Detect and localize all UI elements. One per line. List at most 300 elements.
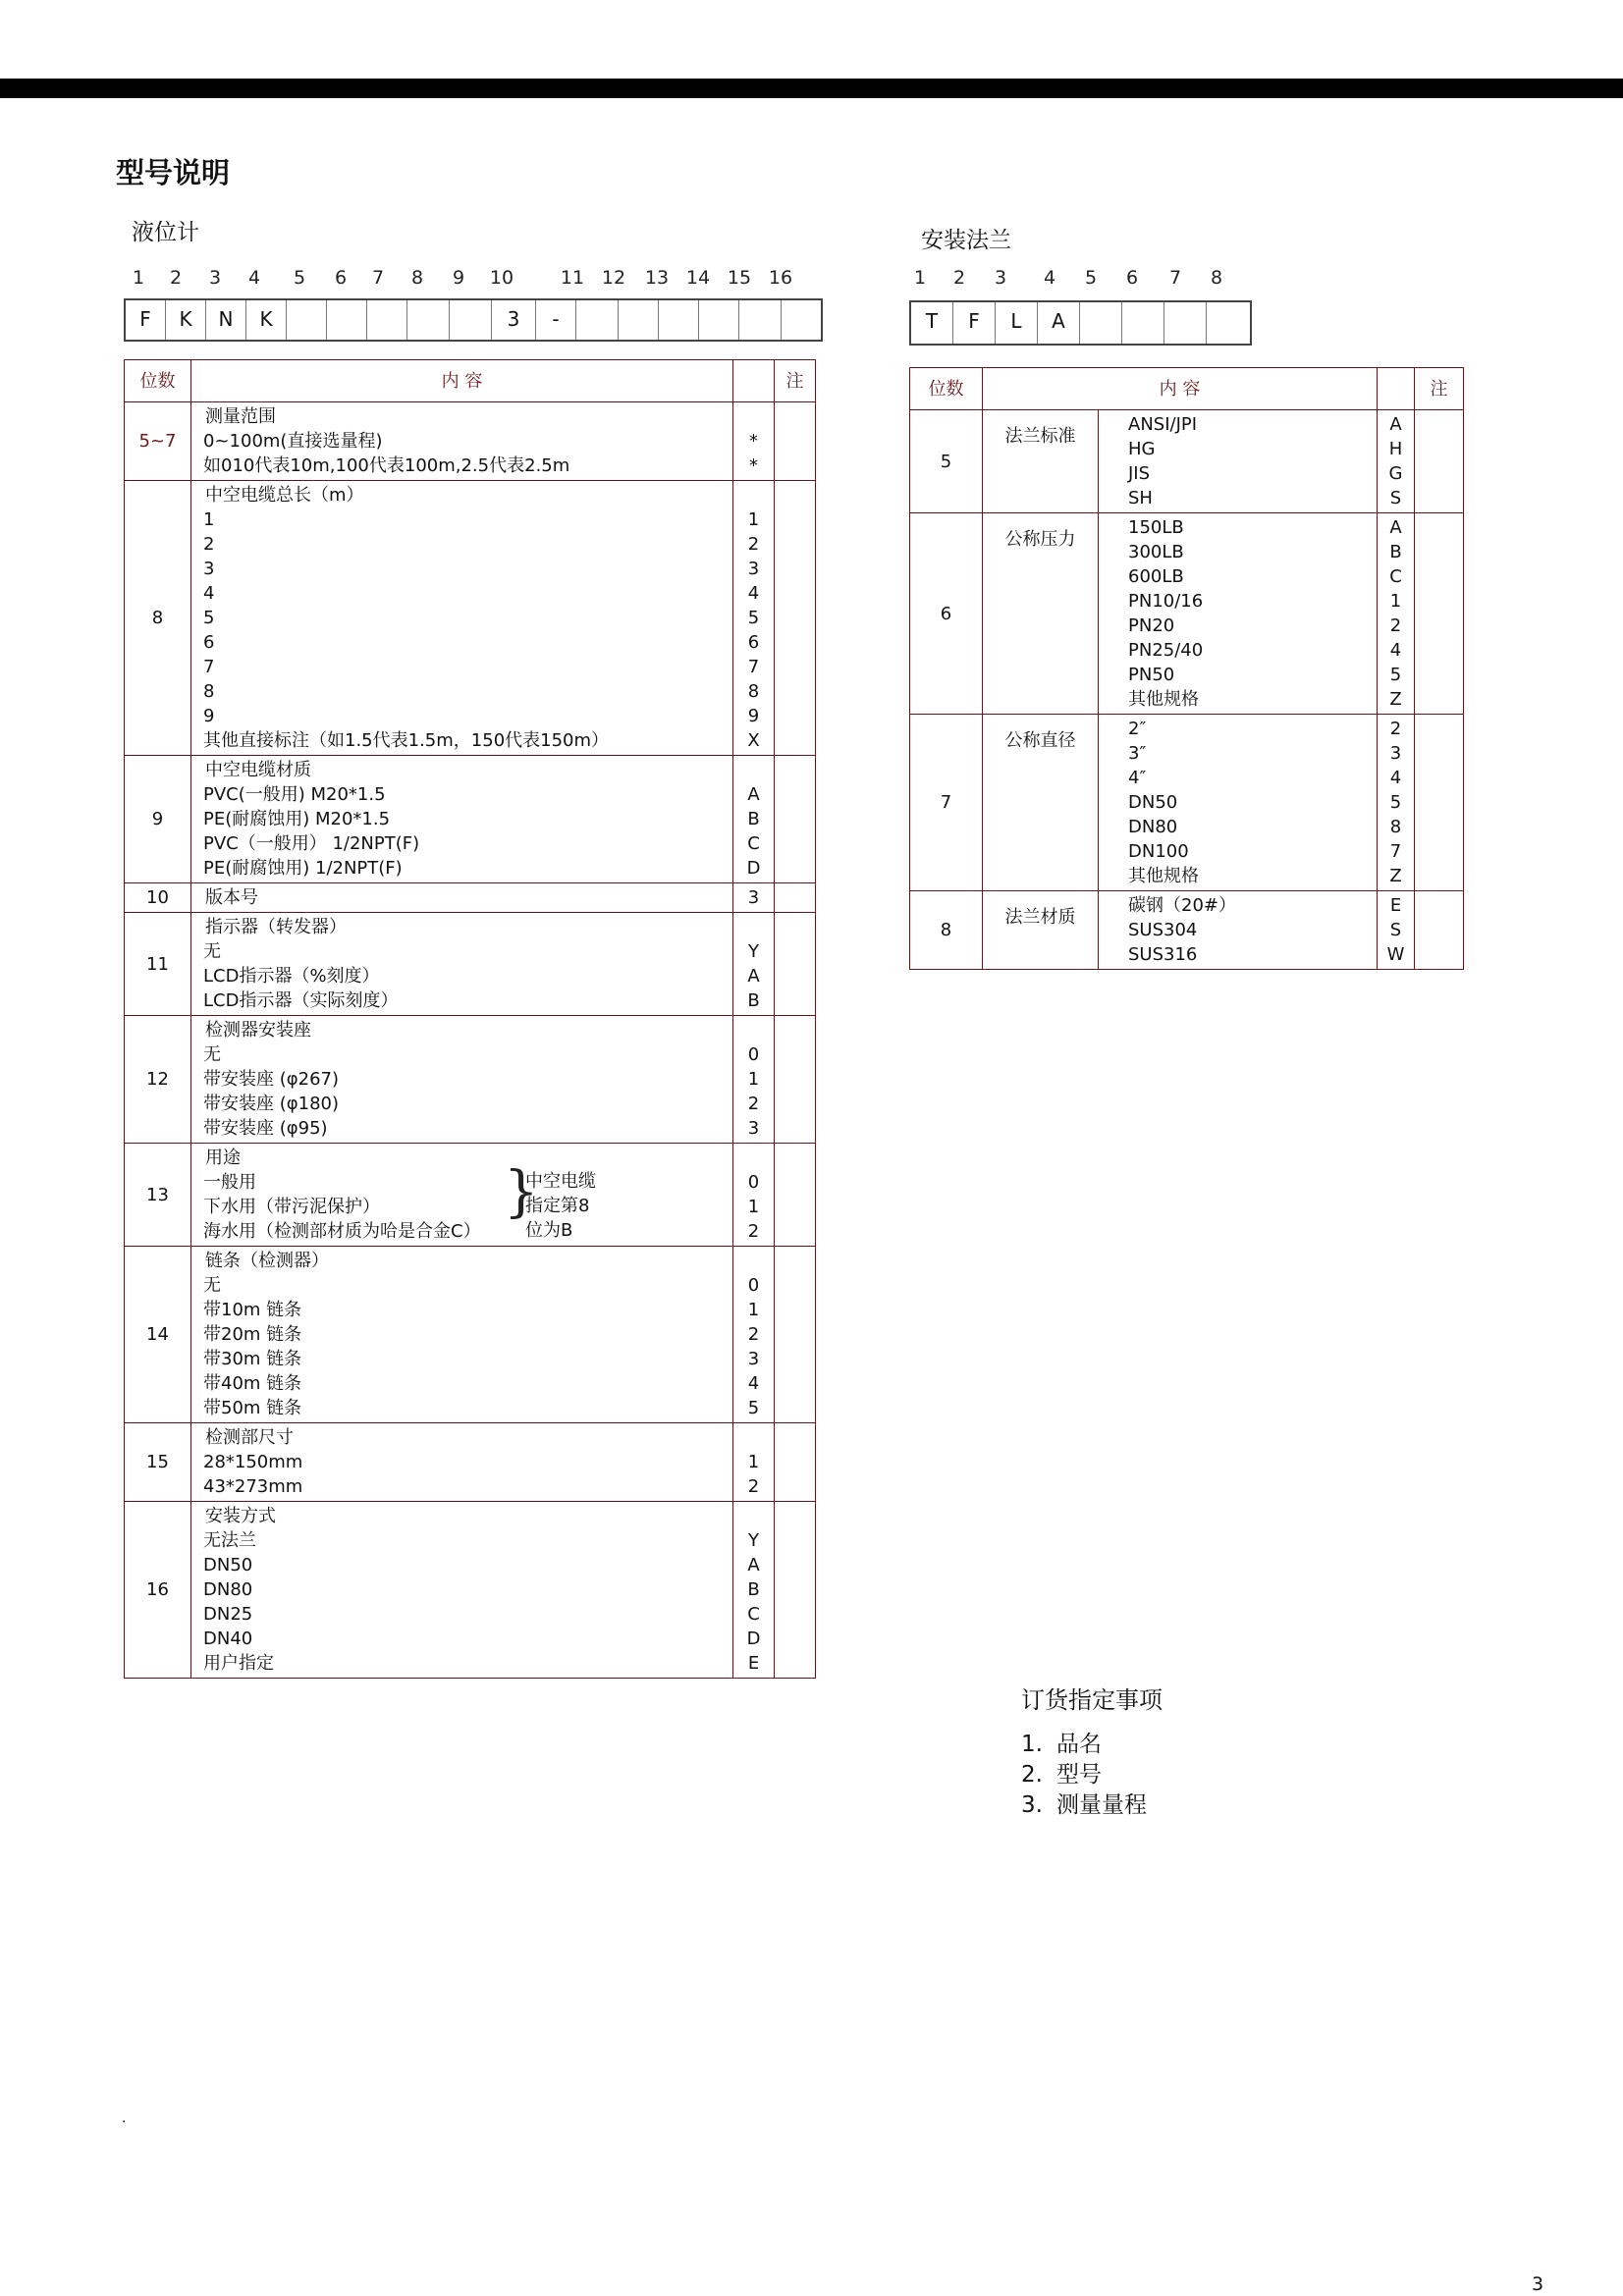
position-digit: 8: [410, 267, 424, 289]
position-digit: 13: [644, 267, 670, 289]
row-name: [983, 715, 1099, 891]
content-line: 带20m 链条: [203, 1324, 302, 1345]
content-line: 带30m 链条: [203, 1349, 302, 1369]
code-value: E: [1389, 895, 1402, 916]
content-line: 用途: [205, 1148, 241, 1168]
code-cell: F: [953, 302, 996, 344]
content-line: 下水用（带污泥保护）: [203, 1197, 380, 1217]
content-line: 3: [203, 559, 215, 579]
code-value: 7: [747, 657, 760, 677]
code-value: 1: [747, 1452, 760, 1472]
item-line: DN50: [1128, 792, 1178, 813]
code-value: 3: [747, 887, 760, 908]
header-pos: 位数: [125, 360, 191, 402]
code-value: 2: [747, 1324, 760, 1345]
code-value: B: [1389, 542, 1402, 562]
flange-subtitle: 安装法兰: [921, 228, 1011, 253]
code-value: A: [747, 966, 760, 987]
table-row: [125, 883, 816, 913]
item-line: ANSI/JPI: [1128, 414, 1198, 435]
code-value: A: [1389, 414, 1402, 435]
position-digit: 14: [685, 267, 711, 289]
code-value: 2: [747, 1221, 760, 1242]
code-cell: N: [206, 300, 246, 340]
row-content: [191, 1144, 733, 1247]
position-digit: 4: [1043, 267, 1056, 289]
content-line: 4: [203, 583, 215, 604]
content-line: 无: [203, 941, 221, 962]
code-value: 1: [1389, 591, 1402, 612]
code-value: 2: [1389, 615, 1402, 636]
row-note: [1415, 715, 1464, 891]
table-row: [910, 715, 1464, 891]
code-value: Z: [1389, 866, 1402, 886]
content-line: 海水用（检测部材质为哈是合金C）: [203, 1221, 481, 1242]
row-name: [983, 891, 1099, 970]
content-line: 带安装座 (φ95): [203, 1118, 328, 1139]
row-position: 5: [910, 410, 983, 513]
code-value: A: [1389, 517, 1402, 538]
row-note: [775, 756, 816, 883]
item-line: 600LB: [1128, 566, 1184, 587]
code-value: 2: [1389, 719, 1402, 739]
order-item-number: 3.: [1021, 1792, 1043, 1818]
brace-note: [525, 1169, 596, 1243]
code-value: 2: [747, 1094, 760, 1114]
row-content: [191, 1502, 733, 1679]
row-items: [1099, 891, 1378, 970]
row-note: [1415, 513, 1464, 715]
content-line: 测量范围: [205, 406, 276, 427]
table-row: [125, 1423, 816, 1502]
code-value: H: [1388, 439, 1403, 459]
order-item-text: 测量量程: [1056, 1792, 1147, 1818]
row-name: [983, 513, 1099, 715]
row-codes: [733, 402, 775, 481]
content-line: PVC(一般用) M20*1.5: [203, 784, 386, 805]
table-row: [125, 1144, 816, 1247]
page-number: 3: [1532, 2273, 1544, 2295]
code-cell: [1122, 302, 1164, 344]
code-value: B: [747, 809, 760, 829]
code-value: 0: [747, 1172, 760, 1193]
order-item: [1021, 1760, 1147, 1790]
order-item-number: 1.: [1021, 1732, 1043, 1757]
row-content: [191, 913, 733, 1016]
row-content: [191, 883, 733, 913]
item-line: SUS316: [1128, 944, 1198, 965]
header-note: 注: [775, 360, 816, 402]
code-cell: [739, 300, 782, 340]
content-line: 无法兰: [203, 1530, 256, 1551]
code-cell: 3: [492, 300, 536, 340]
order-list: [1021, 1730, 1147, 1821]
content-line: 一般用: [203, 1172, 256, 1193]
content-line: 安装方式: [205, 1506, 276, 1526]
item-line: PN20: [1128, 615, 1175, 636]
row-codes: [733, 913, 775, 1016]
order-item-number: 2.: [1021, 1762, 1043, 1788]
content-line: 如010代表10m,100代表100m,2.5代表2.5m: [203, 455, 570, 476]
flange-code-row: [909, 300, 1252, 346]
row-items: [1099, 715, 1378, 891]
position-digit: 1: [132, 267, 145, 289]
row-position: 5~7: [125, 402, 191, 481]
content-line: LCD指示器（%刻度）: [203, 966, 380, 987]
table-row: [125, 481, 816, 756]
content-line: PE(耐腐蚀用) M20*1.5: [203, 809, 391, 829]
item-line: 150LB: [1128, 517, 1184, 538]
code-value: *: [749, 455, 758, 476]
content-line: 带安装座 (φ180): [203, 1094, 339, 1114]
row-codes: [733, 1502, 775, 1679]
code-value: [737, 915, 770, 939]
content-line: 检测部尺寸: [205, 1427, 294, 1448]
code-value: 5: [747, 608, 760, 628]
row-position: 9: [125, 756, 191, 883]
position-digit: 15: [727, 267, 752, 289]
code-cell: L: [996, 302, 1038, 344]
order-title: 订货指定事项: [1021, 1686, 1163, 1714]
content-line: 其他直接标注（如1.5代表1.5m，150代表150m）: [203, 730, 610, 751]
row-content: [191, 756, 733, 883]
row-note: [775, 1016, 816, 1144]
position-digit: 2: [952, 267, 966, 289]
row-name-text: 公称压力: [1004, 529, 1076, 550]
position-digit: 12: [601, 267, 626, 289]
code-value: G: [1388, 463, 1403, 484]
row-name-text: 法兰材质: [1004, 907, 1076, 928]
position-digit: 1: [913, 267, 927, 289]
table-row: [125, 756, 816, 883]
item-line: PN10/16: [1128, 591, 1204, 612]
content-line: 8: [203, 681, 215, 702]
item-line: 碳钢（20#）: [1128, 895, 1236, 916]
code-cell: [782, 300, 821, 340]
content-line: 无: [203, 1275, 221, 1296]
code-value: X: [747, 730, 760, 751]
content-line: 链条（检测器）: [205, 1251, 329, 1271]
code-cell: [1207, 302, 1250, 344]
position-digit: 2: [169, 267, 183, 289]
code-value: 5: [1389, 792, 1402, 813]
content-line: 用户指定: [203, 1653, 274, 1674]
row-items: [1099, 513, 1378, 715]
code-value: B: [747, 990, 760, 1011]
content-line: 28*150mm: [203, 1452, 303, 1472]
code-value: E: [747, 1653, 760, 1674]
row-position: 8: [910, 891, 983, 970]
content-line: 2: [203, 534, 215, 555]
stray-dot: .: [122, 2110, 127, 2126]
item-line: 4″: [1128, 768, 1147, 788]
code-value: [737, 1425, 770, 1450]
row-content: [191, 402, 733, 481]
row-codes: [733, 1016, 775, 1144]
row-note: [775, 1144, 816, 1247]
code-value: D: [746, 858, 761, 879]
code-cell: [287, 300, 327, 340]
content-line: 指示器（转发器）: [205, 917, 347, 937]
code-cell: [407, 300, 450, 340]
position-digit: 4: [247, 267, 261, 289]
level-meter-spec-table: [124, 359, 816, 1679]
code-value: S: [1389, 920, 1402, 940]
header-content: 内 容: [191, 360, 733, 402]
position-digit: 9: [452, 267, 465, 289]
item-line: 300LB: [1128, 542, 1184, 562]
row-note: [775, 481, 816, 756]
row-codes: [1378, 891, 1415, 970]
position-digit: 3: [994, 267, 1007, 289]
header-code: [1378, 368, 1415, 410]
row-name: [983, 410, 1099, 513]
code-value: Y: [748, 1530, 759, 1551]
item-line: JIS: [1128, 463, 1151, 484]
content-line: DN25: [203, 1604, 253, 1625]
row-content: [191, 481, 733, 756]
header-note: 注: [1415, 368, 1464, 410]
header-pos: 位数: [910, 368, 983, 410]
flange-spec-table: [909, 367, 1464, 970]
code-value: 4: [747, 1373, 760, 1394]
content-line: 带10m 链条: [203, 1300, 302, 1320]
row-position: 7: [910, 715, 983, 891]
item-line: 2″: [1128, 719, 1147, 739]
table-row: [910, 513, 1464, 715]
row-codes: [733, 1423, 775, 1502]
code-value: 4: [747, 583, 760, 604]
content-line: 6: [203, 632, 215, 653]
table-row: [125, 1016, 816, 1144]
row-name-text: 法兰标准: [1004, 426, 1076, 447]
code-value: 4: [1389, 768, 1402, 788]
code-value: W: [1386, 944, 1405, 965]
code-value: 5: [1389, 665, 1402, 685]
table-row: [910, 891, 1464, 970]
code-value: C: [747, 1604, 760, 1625]
order-item-text: 品名: [1056, 1732, 1102, 1757]
row-position: 6: [910, 513, 983, 715]
content-line: DN40: [203, 1629, 253, 1649]
content-line: 中空电缆材质: [205, 760, 311, 780]
code-value: 9: [747, 706, 760, 726]
content-line: 带40m 链条: [203, 1373, 302, 1394]
code-cell: [327, 300, 367, 340]
order-item-text: 型号: [1056, 1762, 1102, 1788]
content-line: 1: [203, 509, 215, 530]
code-value: 1: [747, 1069, 760, 1090]
table-row: [125, 1502, 816, 1679]
content-line: 0~100m(直接选量程): [203, 431, 383, 452]
brace-note-line: 中空电缆: [525, 1171, 596, 1192]
position-digit: 10: [489, 267, 514, 289]
position-digit: 3: [208, 267, 222, 289]
position-digit: 6: [334, 267, 348, 289]
order-item: [1021, 1730, 1147, 1760]
table-row: [125, 1247, 816, 1423]
code-value: 3: [1389, 743, 1402, 764]
row-items: [1099, 410, 1378, 513]
code-value: 7: [1389, 841, 1402, 862]
position-digit: 7: [1168, 267, 1182, 289]
top-bar: [0, 79, 1623, 98]
position-digit: 6: [1125, 267, 1139, 289]
position-digit: 7: [371, 267, 385, 289]
content-line: 7: [203, 657, 215, 677]
code-value: [737, 1018, 770, 1042]
position-digit: 8: [1210, 267, 1223, 289]
brace-icon: }: [504, 1160, 539, 1224]
row-content: [191, 1247, 733, 1423]
content-line: 中空电缆总长（m）: [205, 485, 364, 506]
code-value: 3: [747, 559, 760, 579]
code-value: C: [747, 833, 760, 854]
row-codes: [733, 1247, 775, 1423]
code-value: [737, 758, 770, 782]
code-value: D: [746, 1629, 761, 1649]
row-note: [775, 1247, 816, 1423]
code-cell: [1080, 302, 1122, 344]
row-note: [775, 883, 816, 913]
code-value: 8: [1389, 817, 1402, 837]
code-value: [737, 1249, 770, 1273]
content-line: 带50m 链条: [203, 1398, 302, 1418]
item-line: 其他规格: [1128, 866, 1199, 886]
code-value: 8: [747, 681, 760, 702]
code-cell: [619, 300, 659, 340]
code-value: A: [747, 1555, 760, 1575]
item-line: HG: [1128, 439, 1156, 459]
row-position: 11: [125, 913, 191, 1016]
code-value: A: [747, 784, 760, 805]
code-value: [737, 483, 770, 507]
row-content: [191, 1016, 733, 1144]
code-value: B: [747, 1579, 760, 1600]
code-cell: A: [1038, 302, 1080, 344]
code-value: 5: [747, 1398, 760, 1418]
row-position: 16: [125, 1502, 191, 1679]
content-line: DN80: [203, 1579, 253, 1600]
header-content: 内 容: [983, 368, 1378, 410]
code-cell: [450, 300, 492, 340]
brace-note-line: 位为B: [525, 1220, 573, 1241]
item-line: 3″: [1128, 743, 1147, 764]
brace-note-line: 指定第8: [525, 1196, 590, 1216]
code-value: 1: [747, 509, 760, 530]
row-codes: [1378, 410, 1415, 513]
code-value: S: [1389, 488, 1402, 508]
row-note: [775, 1502, 816, 1679]
code-cell: F: [126, 300, 166, 340]
content-line: LCD指示器（实际刻度）: [203, 990, 399, 1011]
row-codes: [1378, 513, 1415, 715]
code-cell: [576, 300, 619, 340]
code-cell: [367, 300, 407, 340]
content-line: 43*273mm: [203, 1476, 303, 1497]
code-cell: [1164, 302, 1207, 344]
code-value: 3: [747, 1349, 760, 1369]
level-meter-code-row: [124, 298, 823, 342]
row-position: 8: [125, 481, 191, 756]
row-note: [1415, 891, 1464, 970]
item-line: PN50: [1128, 665, 1175, 685]
row-codes: [733, 883, 775, 913]
position-digit: 5: [1084, 267, 1098, 289]
code-value: 1: [747, 1197, 760, 1217]
row-codes: [733, 756, 775, 883]
content-line: PE(耐腐蚀用) 1/2NPT(F): [203, 858, 403, 879]
code-value: 3: [747, 1118, 760, 1139]
code-cell: K: [246, 300, 287, 340]
item-line: DN80: [1128, 817, 1178, 837]
code-value: [737, 1146, 770, 1170]
position-digit: 5: [293, 267, 306, 289]
code-value: C: [1389, 566, 1402, 587]
position-digit: 11: [560, 267, 585, 289]
code-value: 0: [747, 1044, 760, 1065]
row-content: [191, 1423, 733, 1502]
content-line: 9: [203, 706, 215, 726]
item-line: SH: [1128, 488, 1153, 508]
code-value: 2: [747, 534, 760, 555]
code-value: 6: [747, 632, 760, 653]
content-line: DN50: [203, 1555, 253, 1575]
row-note: [775, 402, 816, 481]
row-note: [775, 1423, 816, 1502]
row-position: 14: [125, 1247, 191, 1423]
code-value: Y: [748, 941, 759, 962]
item-line: 其他规格: [1128, 689, 1199, 710]
row-codes: [1378, 715, 1415, 891]
content-line: 5: [203, 608, 215, 628]
row-position: 12: [125, 1016, 191, 1144]
item-line: PN25/40: [1128, 640, 1204, 661]
code-value: 0: [747, 1275, 760, 1296]
order-item: [1021, 1790, 1147, 1821]
row-position: 13: [125, 1144, 191, 1247]
code-value: *: [749, 431, 758, 452]
row-note: [1415, 410, 1464, 513]
code-value: Z: [1389, 689, 1402, 710]
row-name-text: 公称直径: [1004, 730, 1076, 751]
content-line: 带安装座 (φ267): [203, 1069, 339, 1090]
header-code: [733, 360, 775, 402]
code-cell: [659, 300, 699, 340]
position-digit: 16: [768, 267, 793, 289]
code-value: 1: [747, 1300, 760, 1320]
row-note: [775, 913, 816, 1016]
page-title: 型号说明: [116, 156, 231, 189]
item-line: SUS304: [1128, 920, 1198, 940]
code-value: [737, 404, 770, 429]
content-line: 版本号: [205, 887, 258, 908]
table-row: [125, 913, 816, 1016]
code-cell: T: [911, 302, 953, 344]
level-meter-subtitle: 液位计: [132, 220, 199, 245]
row-position: 10: [125, 883, 191, 913]
table-row: [125, 402, 816, 481]
row-codes: [733, 481, 775, 756]
code-value: [737, 1504, 770, 1528]
content-line: 无: [203, 1044, 221, 1065]
item-line: DN100: [1128, 841, 1189, 862]
code-cell: K: [166, 300, 206, 340]
code-cell: [699, 300, 739, 340]
table-row: [910, 410, 1464, 513]
content-line: PVC（一般用） 1/2NPT(F): [203, 833, 420, 854]
code-value: 4: [1389, 640, 1402, 661]
